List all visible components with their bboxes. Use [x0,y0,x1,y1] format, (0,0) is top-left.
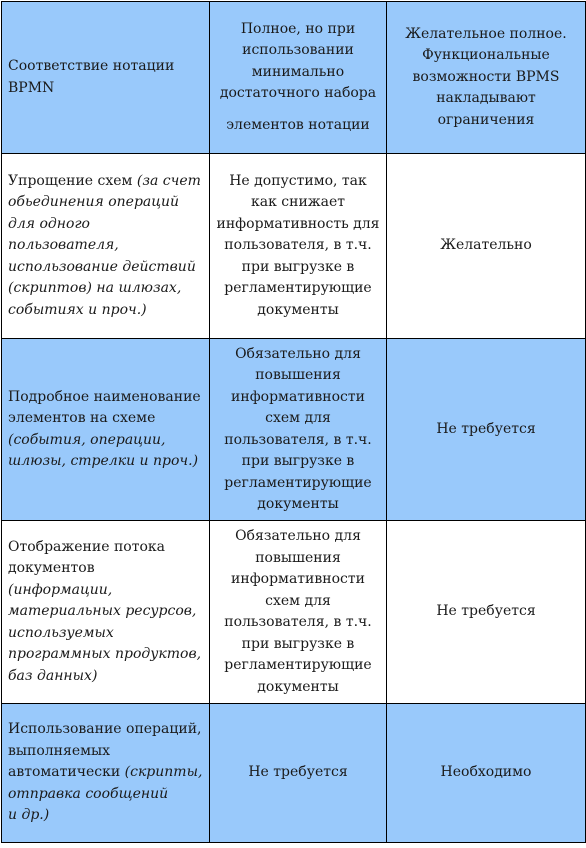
requirement-text: Полное, но при использовании минимально достаточного набора [219,20,377,102]
requirement-text: Не требуется [436,603,536,620]
criterion-note-end: и др.) [8,807,50,824]
criterion-cell [2,521,210,704]
requirement-text: Желательно [440,237,532,254]
requirement-text: Не требуется [248,764,348,781]
bpmn-comparison-table [1,1,586,843]
criterion-cell [2,339,210,521]
requirement-text: Обязательно для повышения информативности схем для пользователя, в т.ч. при выгрузке в регламентирующие документы [224,528,372,695]
table-row-automatic-operations [2,704,586,843]
automation-requirement-cell [387,2,586,154]
automation-requirement-cell [387,521,586,704]
requirement-text: Обязательно для повышения информативности схем для пользователя, в т.ч. при выгрузке в регламентирующие документы [224,345,372,512]
criterion-label: Использование операций, выполняемых автоматически [8,721,202,781]
requirement-text: Желательное полное. Функциональные возможности BPMS накладывают ограничения [405,25,567,128]
criterion-note: (события, операции, шлюзы, стрелки и проч.) [8,431,199,469]
automation-requirement-cell [387,339,586,521]
criterion-note: (за счет обьединения операций для одного пользователя, использование действий (скриптов) на шлюзах, событиях и проч.) [8,172,201,318]
detailed-requirement-cell [210,339,387,521]
table-row-document-flow [2,521,586,704]
table-row-element-naming [2,339,586,521]
table-row-diagram-simplification [2,154,586,339]
detailed-requirement-cell [210,521,387,704]
detailed-requirement-cell [210,704,387,843]
criterion-label: Отображение потока документов [8,538,165,577]
automation-requirement-cell [387,154,586,339]
criterion-cell [2,704,210,843]
criterion-label: Подробное наименование элементов на схеме [8,388,201,426]
requirement-text-continued: элементов нотации [226,116,370,133]
criterion-cell [2,2,210,154]
criterion-cell [2,154,210,339]
table-row-bpmn-notation [2,2,586,154]
requirement-text: Необходимо [440,764,532,781]
automation-requirement-cell [387,704,586,843]
criterion-note: (информации, материальных ресурсов, используемых программных продуктов, баз данных) [8,581,202,684]
criterion-note: (скрипты, отправка сообщений [8,764,203,802]
detailed-requirement-cell [210,2,387,154]
detailed-requirement-cell [210,154,387,339]
requirement-text: Не требуется [436,420,536,437]
criterion-label: Соответствие нотации BPMN [8,58,175,96]
requirement-text: Не допустимо, так как снижает информативность для пользователя, в т.ч. при выгрузке в регламентирующие документы [216,172,380,318]
criterion-label: Упрощение схем [8,172,137,189]
